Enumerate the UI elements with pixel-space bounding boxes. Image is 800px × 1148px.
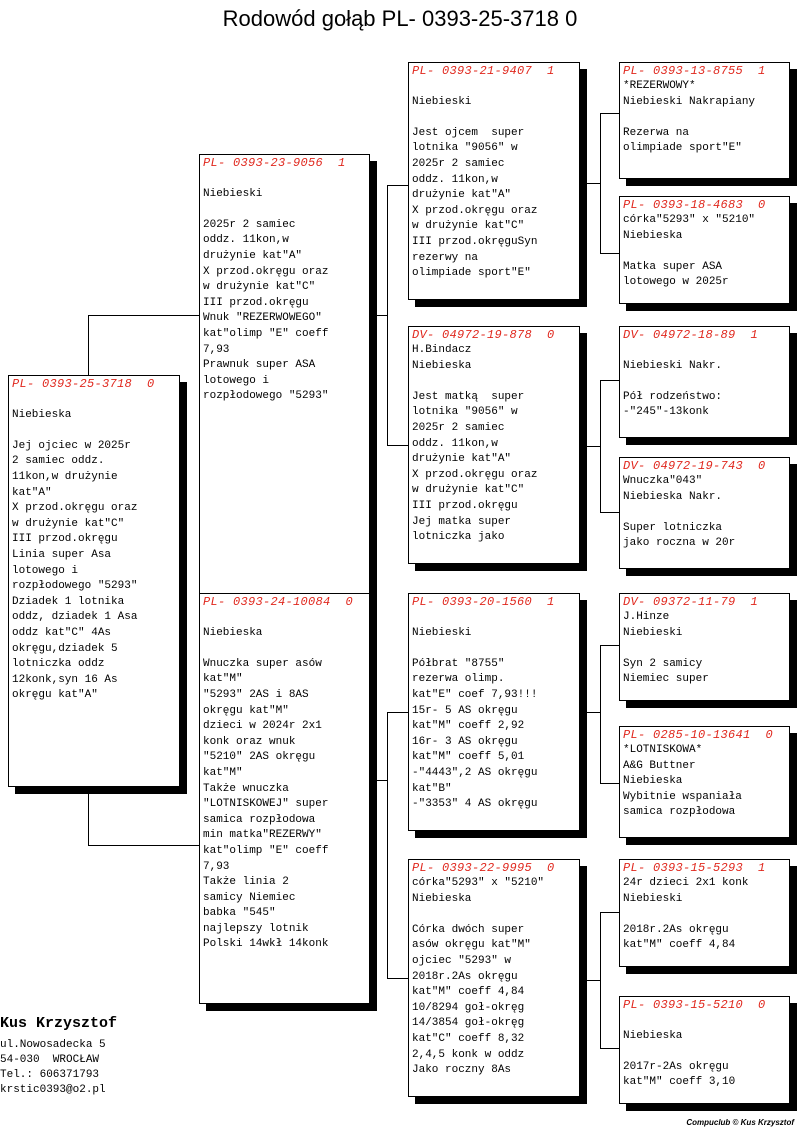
pigeon-description: Wnuczka"043" Niebieska Nakr. Super lotniczka jako roczna w 20r — [623, 475, 736, 550]
pigeon-description: *REZERWOWY* Niebieski Nakrapiany Rezerwa na olimpiade sport"E" — [623, 80, 756, 155]
connector-line — [580, 712, 600, 713]
pigeon-card-ffm — [619, 196, 790, 304]
ring-number: DV- 04972-19-743 0 — [623, 459, 766, 473]
ring-number: PL- 0393-13-8755 1 — [623, 64, 766, 78]
pigeon-card-subject — [8, 375, 180, 787]
pigeon-description: Niebieski Półbrat "8755" rezerwa olimp. kat"E" coef 7,93!!! 15r- 5 AS okręgu kat"M" coeff 2,92 16r- 3 AS okręgu kat"M" coeff 5,01 -"4443",2 AS okręgu kat"B" -"3353" 4 AS okręgu — [412, 626, 538, 811]
owner-name: Kus Krzysztof — [0, 1015, 118, 1032]
connector-line — [88, 315, 199, 316]
owner-city: 54-030 WROCŁAW — [0, 1054, 100, 1066]
pigeon-card-mother — [199, 593, 370, 1004]
connector-line — [600, 645, 601, 783]
pigeon-description: córka"5293" x "5210" Niebieska Matka super ASA lotowego w 2025r — [623, 214, 756, 289]
pigeon-card-fmf — [619, 326, 790, 438]
owner-email: krstic0393@o2.pl — [0, 1084, 106, 1096]
ring-number: DV- 04972-19-878 0 — [412, 328, 555, 342]
ring-number: PL- 0393-22-9995 0 — [412, 861, 555, 875]
ring-number: PL- 0285-10-13641 0 — [623, 728, 774, 742]
ring-number: DV- 09372-11-79 1 — [623, 595, 759, 609]
pigeon-description: Niebieski Jest ojcem super lotnika "9056" w 2025r 2 samiec oddz. 11kon,w drużynie kat"A" X przod.okręgu oraz w drużynie kat"C" III przod.okręguSyn rezerwy na olimpiade sport"E" — [412, 95, 538, 280]
connector-line — [387, 445, 408, 446]
connector-line — [387, 712, 388, 978]
ring-number: DV- 04972-18-89 1 — [623, 328, 759, 342]
owner-info — [0, 1014, 117, 1098]
pigeon-card-mmm — [619, 996, 790, 1104]
pigeon-description: Niebieska 2017r-2As okręgu kat"M" coeff 3,10 — [623, 1029, 736, 1089]
connector-line — [387, 185, 408, 186]
connector-line — [370, 315, 387, 316]
pigeon-card-fmm — [619, 457, 790, 569]
pigeon-card-mfm — [619, 726, 790, 838]
ring-number: PL- 0393-15-5210 0 — [623, 998, 766, 1012]
pigeon-description: Niebieski 2025r 2 samiec oddz. 11kon,w drużynie kat"A" X przod.okręgu oraz w drużynie kat"C" III przod.okręgu Wnuk "REZERWOWEGO" kat"olimp "E" coeff 7,93 Prawnuk super ASA lotowego i rozpłodowego "5293" — [203, 187, 329, 403]
pigeon-card-maternal-grandfather — [408, 593, 580, 831]
ring-number: PL- 0393-24-10084 0 — [203, 595, 354, 609]
page-title: Rodowód gołąb PL- 0393-25-3718 0 — [222, 6, 578, 31]
pigeon-card-father — [199, 154, 370, 595]
connector-line — [580, 183, 600, 184]
connector-line — [580, 980, 600, 981]
pigeon-description: Niebieska Jej ojciec w 2025r 2 samiec oddz. 11kon,w drużynie kat"A" X przod.okręgu oraz w drużynie kat"C" III przod.okręgu Linia super Asa lotowego i rozpłodowego "5293" Dziadek 1 lotnika oddz, dziadek 1 Asa oddz kat"C" 4As okręgu,dziadek 5 lotniczka oddz 12konk,syn 16 As okręgu kat"A" — [12, 408, 138, 702]
owner-street: ul.Nowosadecka 5 — [0, 1039, 106, 1051]
pigeon-description: Niebieski Nakr. Pół rodzeństwo: -"245"-13konk — [623, 359, 723, 419]
connector-line — [600, 113, 619, 114]
connector-line — [600, 912, 619, 913]
pigeon-description: 24r dzieci 2x1 konk Niebieski 2018r.2As okręgu kat"M" coeff 4,84 — [623, 877, 749, 952]
ring-number: PL- 0393-15-5293 1 — [623, 861, 766, 875]
ring-number: PL- 0393-20-1560 1 — [412, 595, 555, 609]
connector-line — [600, 912, 601, 1048]
connector-line — [370, 780, 387, 781]
connector-line — [88, 845, 199, 846]
ring-number: PL- 0393-25-3718 0 — [12, 377, 155, 391]
ring-number: PL- 0393-23-9056 1 — [203, 156, 346, 170]
footer-credit: Compuclub © Kus Krzysztof — [686, 1118, 794, 1127]
connector-line — [387, 978, 408, 979]
ring-number: PL- 0393-21-9407 1 — [412, 64, 555, 78]
connector-line — [600, 1048, 619, 1049]
connector-line — [600, 512, 619, 513]
pigeon-description: Niebieska Wnuczka super asów kat"M" "5293" 2AS i 8AS okręgu kat"M" dzieci w 2024r 2x1 konk oraz wnuk "5210" 2AS okręgu kat"M" Także wnuczka "LOTNISKOWEJ" super samica rozpłodowa min matka"REZERWY" kat"olimp "E" coeff 7,93 Także linia 2 samicy Niemiec babka "545" najlepszy lotnik Polski 14wkł 14konk — [203, 626, 329, 951]
connector-line — [600, 113, 601, 253]
pigeon-card-maternal-grandmother — [408, 859, 580, 1097]
pigeon-description: J.Hinze Niebieski Syn 2 samicy Niemiec super — [623, 611, 709, 686]
pigeon-card-mff — [619, 593, 790, 701]
pigeon-description: H.Bindacz Niebieska Jest matką super lotnika "9056" w 2025r 2 samiec oddz. 11kon,w drużynie kat"A" X przod.okręgu oraz w drużynie kat"C" III przod.okręgu Jej matka super lotniczka jako — [412, 344, 538, 544]
pigeon-card-paternal-grandfather — [408, 62, 580, 300]
pigeon-description: córka"5293" x "5210" Niebieska Córka dwóch super asów okręgu kat"M" ojciec "5293" w 2018r.2As okręgu kat"M" coeff 4,84 10/8294 goł-okręg 14/3854 goł-okręg kat"C" coeff 8,32 2,4,5 konk w oddz Jako roczny 8As — [412, 877, 545, 1077]
connector-line — [387, 712, 408, 713]
connector-line — [600, 645, 619, 646]
connector-line — [580, 446, 600, 447]
connector-line — [88, 315, 89, 375]
pigeon-description: *LOTNISKOWA* A&G Buttner Niebieska Wybitnie wspaniała samica rozpłodowa — [623, 744, 742, 819]
pigeon-card-fff — [619, 62, 790, 179]
connector-line — [387, 185, 388, 445]
connector-line — [600, 380, 619, 381]
pigeon-card-mmf — [619, 859, 790, 967]
pigeon-card-paternal-grandmother — [408, 326, 580, 564]
connector-line — [600, 783, 619, 784]
owner-phone: Tel.: 606371793 — [0, 1069, 100, 1081]
connector-line — [600, 253, 619, 254]
connector-line — [88, 787, 89, 845]
ring-number: PL- 0393-18-4683 0 — [623, 198, 766, 212]
connector-line — [600, 380, 601, 512]
